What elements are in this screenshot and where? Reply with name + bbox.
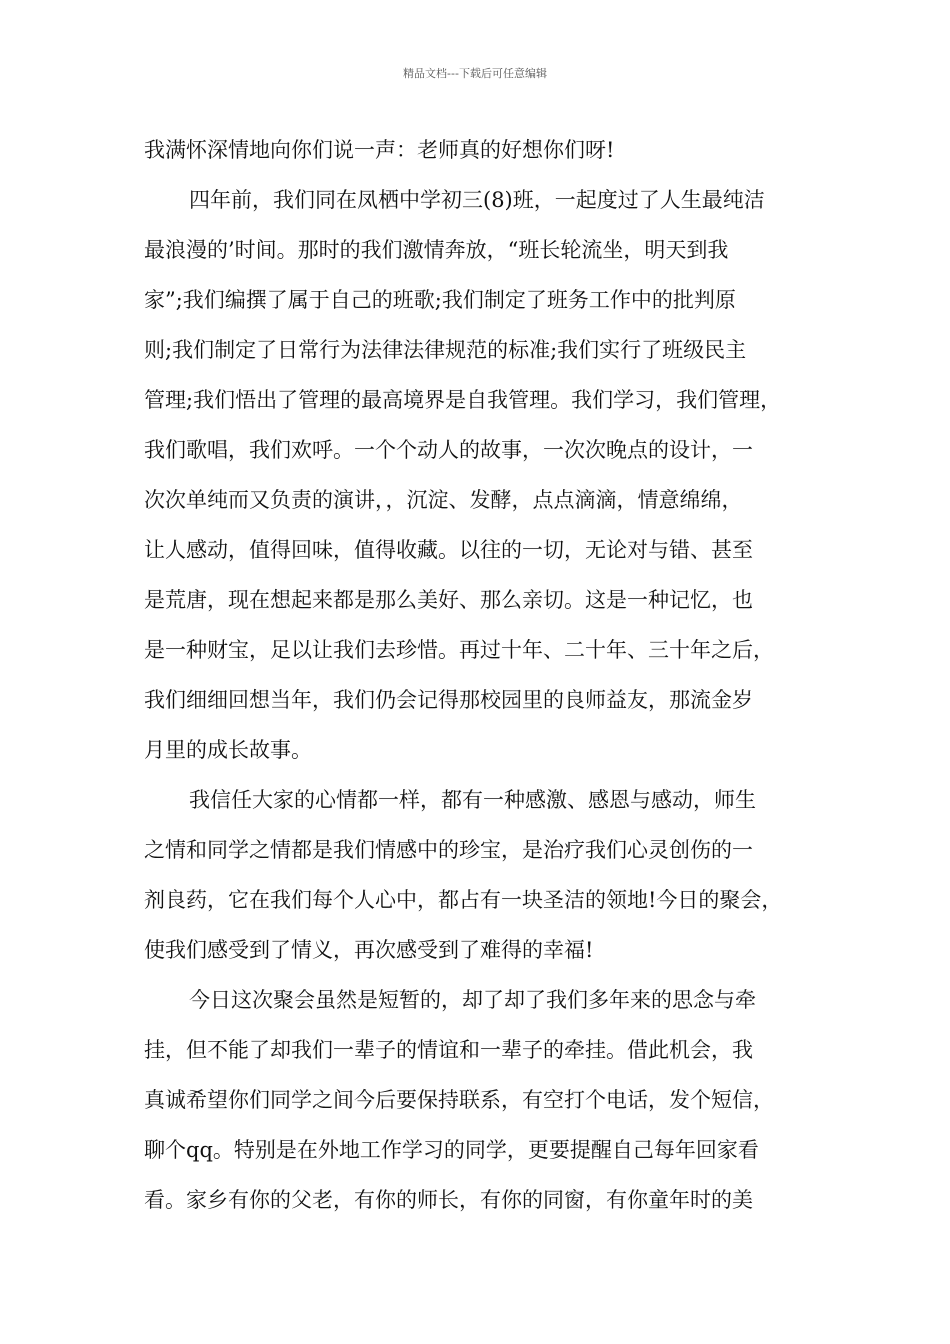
text-line: 我们歌唱，我们欢呼。一个个动人的故事，一次次晚点的设计，一 — [144, 438, 753, 462]
text-line: 使我们感受到了情义，再次感受到了难得的幸福! — [144, 938, 594, 962]
text-line: 聊个qq。特别是在外地工作学习的同学，更要提醒自己每年回家看 — [144, 1138, 759, 1162]
text-line: 则;我们制定了日常行为法律法律规范的标准;我们实行了班级民主 — [144, 338, 747, 362]
paragraph-first-line: 四年前，我们同在凤栖中学初三(8)班，一起度过了人生最纯洁 — [189, 188, 765, 212]
page-header: 精品文档---下载后可任意编辑 — [403, 67, 547, 80]
text-line: 我们细细回想当年，我们仍会记得那校园里的良师益友，那流金岁 — [144, 688, 753, 712]
text-line: 家”;我们编撰了属于自己的班歌;我们制定了班务工作中的批判原 — [144, 288, 736, 312]
text-line: 之情和同学之情都是我们情感中的珍宝，是治疗我们心灵创伤的一 — [144, 838, 753, 862]
paragraph-first-line: 今日这次聚会虽然是短暂的，却了却了我们多年来的思念与牵 — [189, 988, 756, 1012]
text-line: 让人感动，值得回味，值得收藏。以往的一切，无论对与错、甚至 — [144, 538, 753, 562]
paragraph-first-line: 我信任大家的心情都一样，都有一种感激、感恩与感动，师生 — [189, 788, 756, 812]
text-line: 次次单纯而又负责的演讲，，沉淀、发酵，点点滴滴，情意绵绵， — [144, 488, 743, 512]
text-line: 月里的成长故事。 — [144, 738, 312, 762]
text-line: 是一种财宝，足以让我们去珍惜。再过十年、二十年、三十年之后， — [144, 638, 774, 662]
text-line: 我满怀深情地向你们说一声：老师真的好想你们呀! — [144, 138, 615, 162]
text-line: 挂，但不能了却我们一辈子的情谊和一辈子的牵挂。借此机会，我 — [144, 1038, 753, 1062]
text-line: 管理;我们悟出了管理的最高境界是自我管理。我们学习，我们管理， — [144, 388, 782, 412]
text-line: 最浪漫的’时间。那时的我们激情奔放，“班长轮流坐，明天到我 — [144, 238, 729, 262]
text-line: 剂良药，它在我们每个人心中，都占有一块圣洁的领地!今日的聚会， — [144, 888, 783, 912]
text-line: 看。家乡有你的父老，有你的师长，有你的同窗，有你童年时的美 — [144, 1188, 753, 1212]
text-line: 真诚希望你们同学之间今后要保持联系，有空打个电话，发个短信， — [144, 1088, 774, 1112]
text-line: 是荒唐，现在想起来都是那么美好、那么亲切。这是一种记忆，也 — [144, 588, 753, 612]
